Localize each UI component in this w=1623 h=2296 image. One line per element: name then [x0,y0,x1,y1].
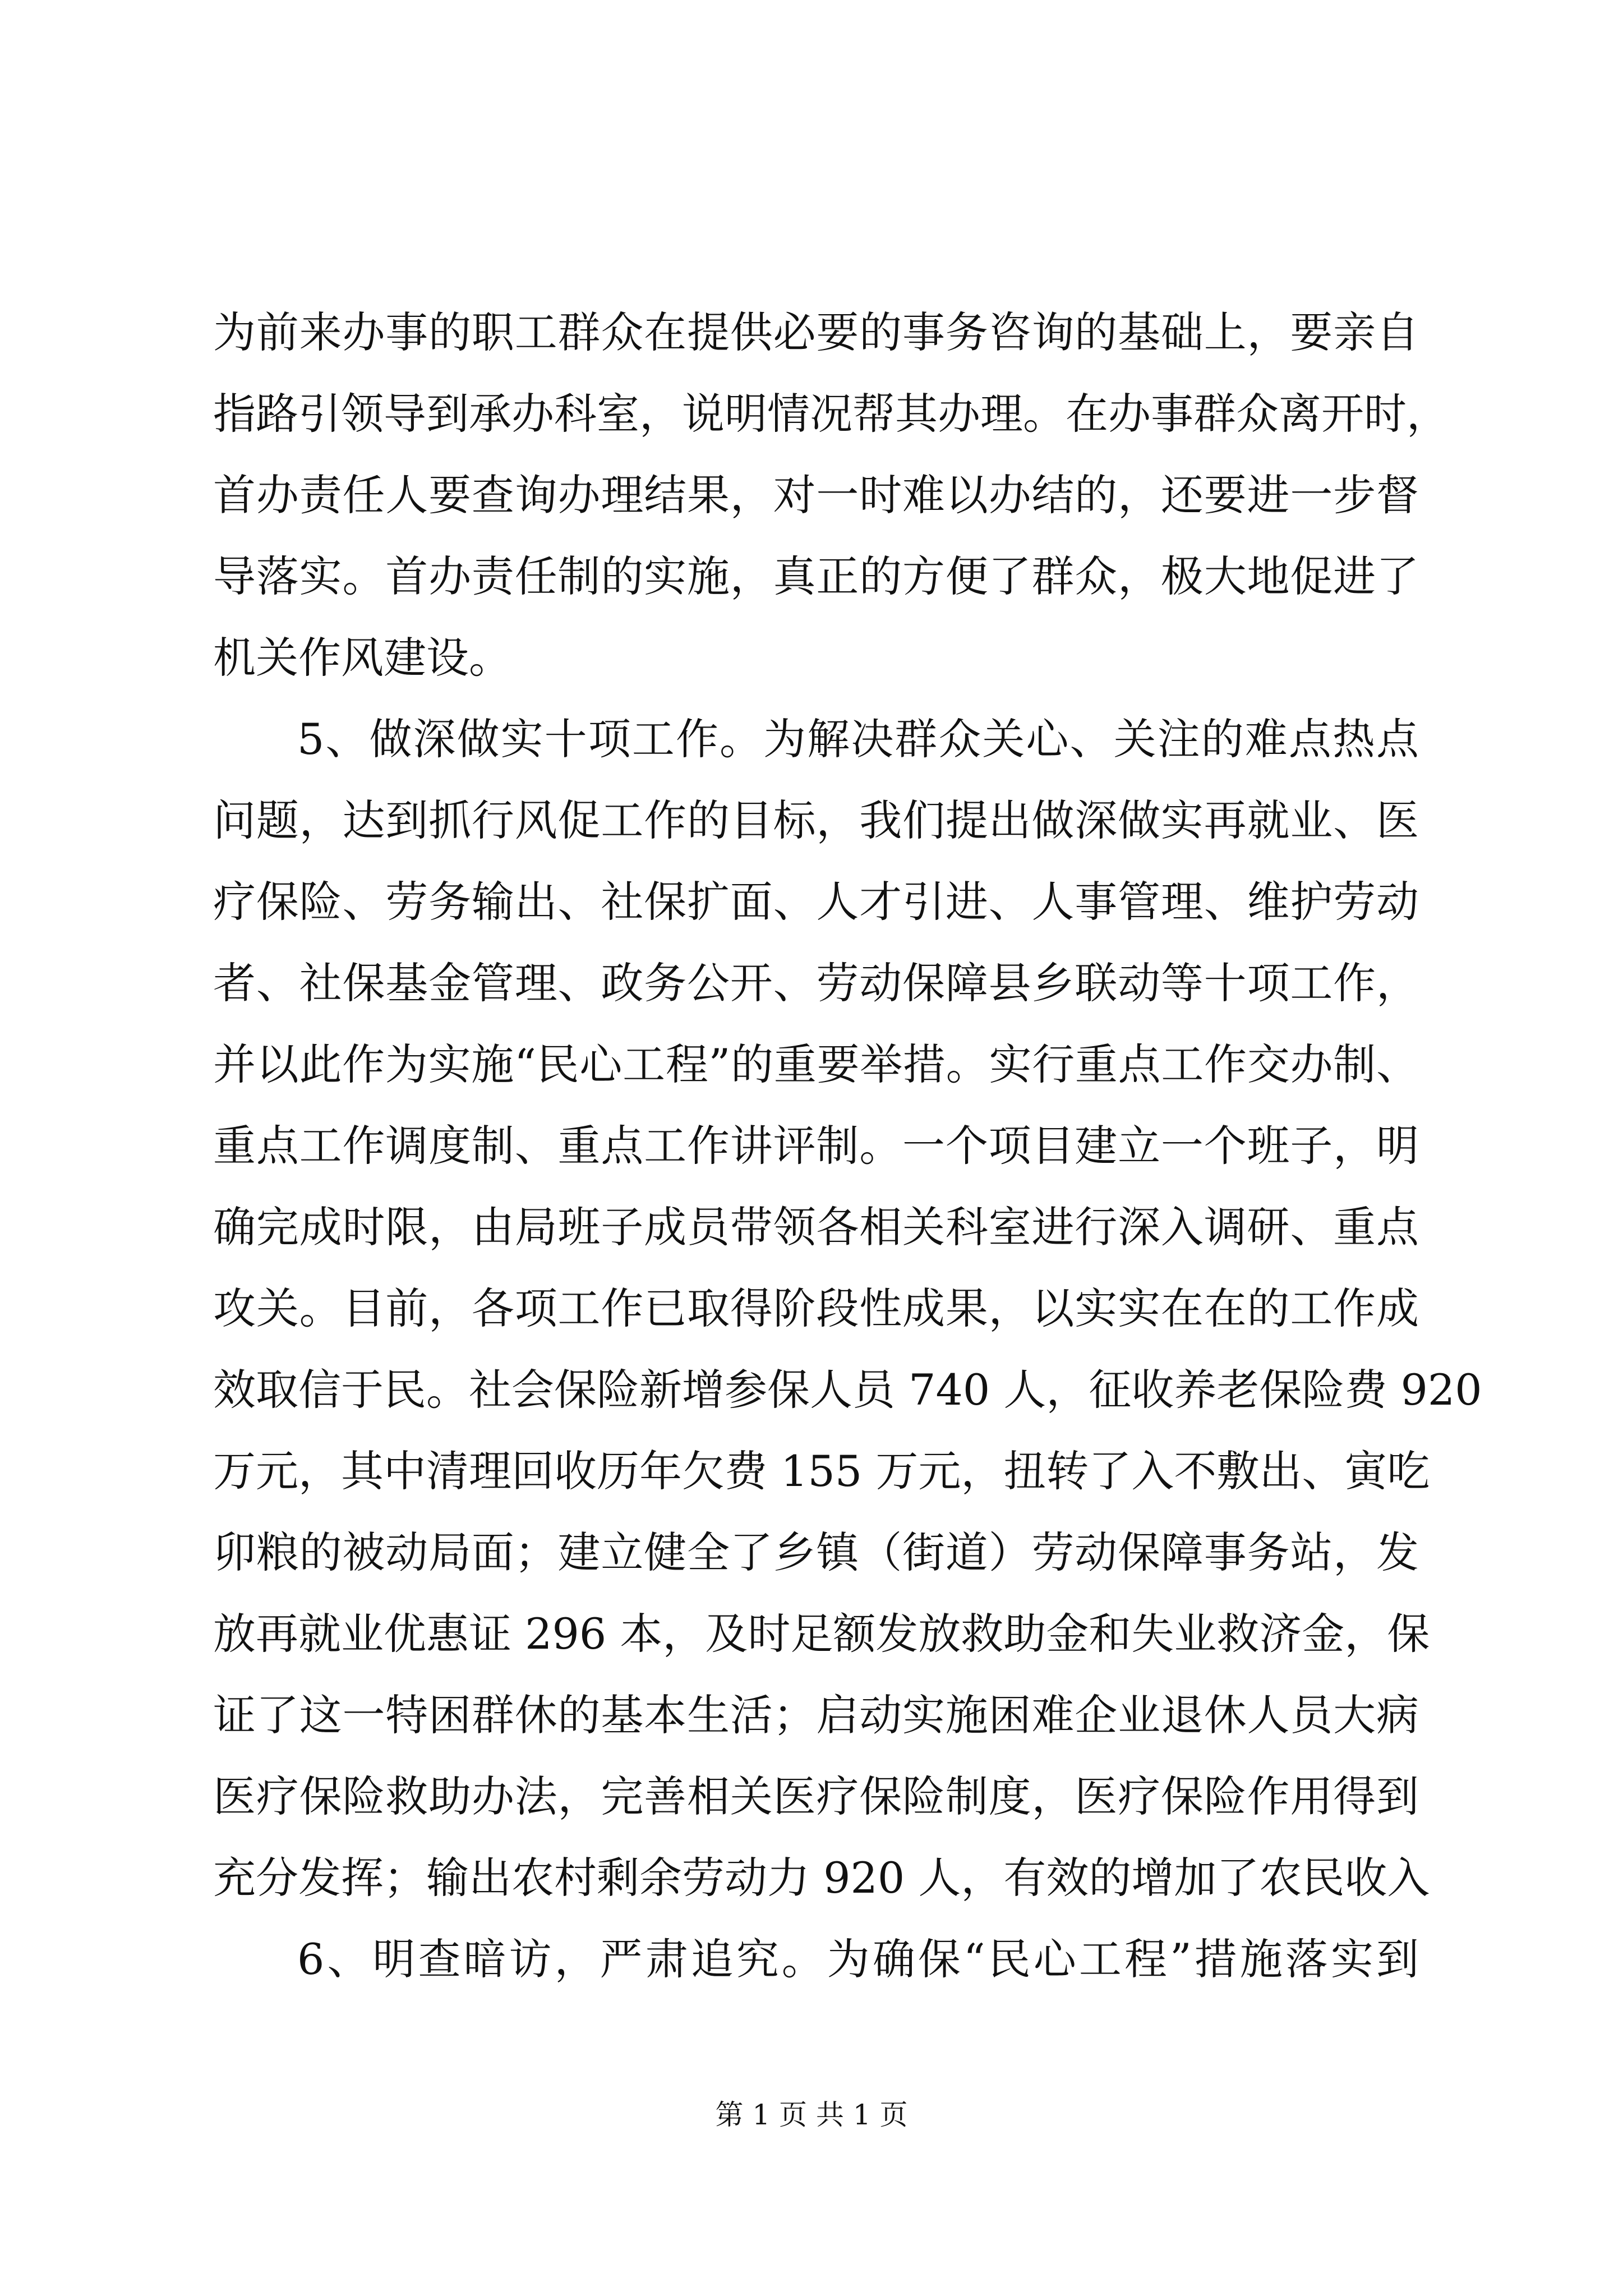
paragraph-line: 6、明查暗访，严肃追究。为确保“民心工程”措施落实到 [297,1934,1419,1984]
paragraph-line: 攻关。目前，各项工作已取得阶段性成果，以实实在在的工作成 [213,1283,1419,1333]
paragraph-line: 医疗保险救助办法，完善相关医疗保险制度，医疗保险作用得到 [213,1772,1419,1821]
paragraph-line: 并以此作为实施“民心工程”的重要举措。实行重点工作交办制、 [213,1039,1419,1089]
paragraph-line: 问题，达到抓行风促工作的目标，我们提出做深做实再就业、医 [213,795,1419,845]
paragraph-line: 放再就业优惠证 296 本，及时足额发放救助金和失业救济金，保 [213,1609,1430,1659]
paragraph-line: 重点工作调度制、重点工作讲评制。一个项目建立一个班子，明 [213,1121,1419,1171]
paragraph-line: 证了这一特困群休的基本生活；启动实施困难企业退休人员大病 [213,1690,1419,1740]
paragraph-line: 确完成时限，由局班子成员带领各相关科室进行深入调研、重点 [213,1202,1419,1252]
paragraph-line: 效取信于民。社会保险新增参保人员 740 人，征收养老保险费 920 [213,1365,1482,1415]
paragraph-line: 5、做深做实十项工作。为解决群众关心、关注的难点热点 [297,714,1419,764]
page-number-footer: 第 1 页 共 1 页 [715,2099,908,2131]
paragraph-line: 为前来办事的职工群众在提供必要的事务咨询的基础上，要亲自 [213,307,1419,357]
paragraph-line: 者、社保基金管理、政务公开、劳动保障县乡联动等十项工作， [213,958,1419,1008]
paragraph-line: 卯粮的被动局面；建立健全了乡镇（街道）劳动保障事务站，发 [213,1527,1419,1577]
paragraph-line: 机关作风建设。 [213,633,511,683]
paragraph-line: 首办责任人要查询办理结果，对一时难以办结的，还要进一步督 [213,470,1419,520]
paragraph-line: 疗保险、劳务输出、社保扩面、人才引进、人事管理、维护劳动 [213,877,1419,927]
paragraph-line: 万元，其中清理回收历年欠费 155 万元，扭转了入不敷出、寅吃 [213,1446,1430,1496]
paragraph-line: 指路引领导到承办科室，说明情况帮其办理。在办事群众离开时， [213,389,1449,439]
paragraph-line: 导落实。首办责任制的实施，真正的方便了群众，极大地促进了 [213,551,1419,601]
paragraph-line: 充分发挥；输出农村剩余劳动力 920 人，有效的增加了农民收入 [213,1853,1430,1903]
